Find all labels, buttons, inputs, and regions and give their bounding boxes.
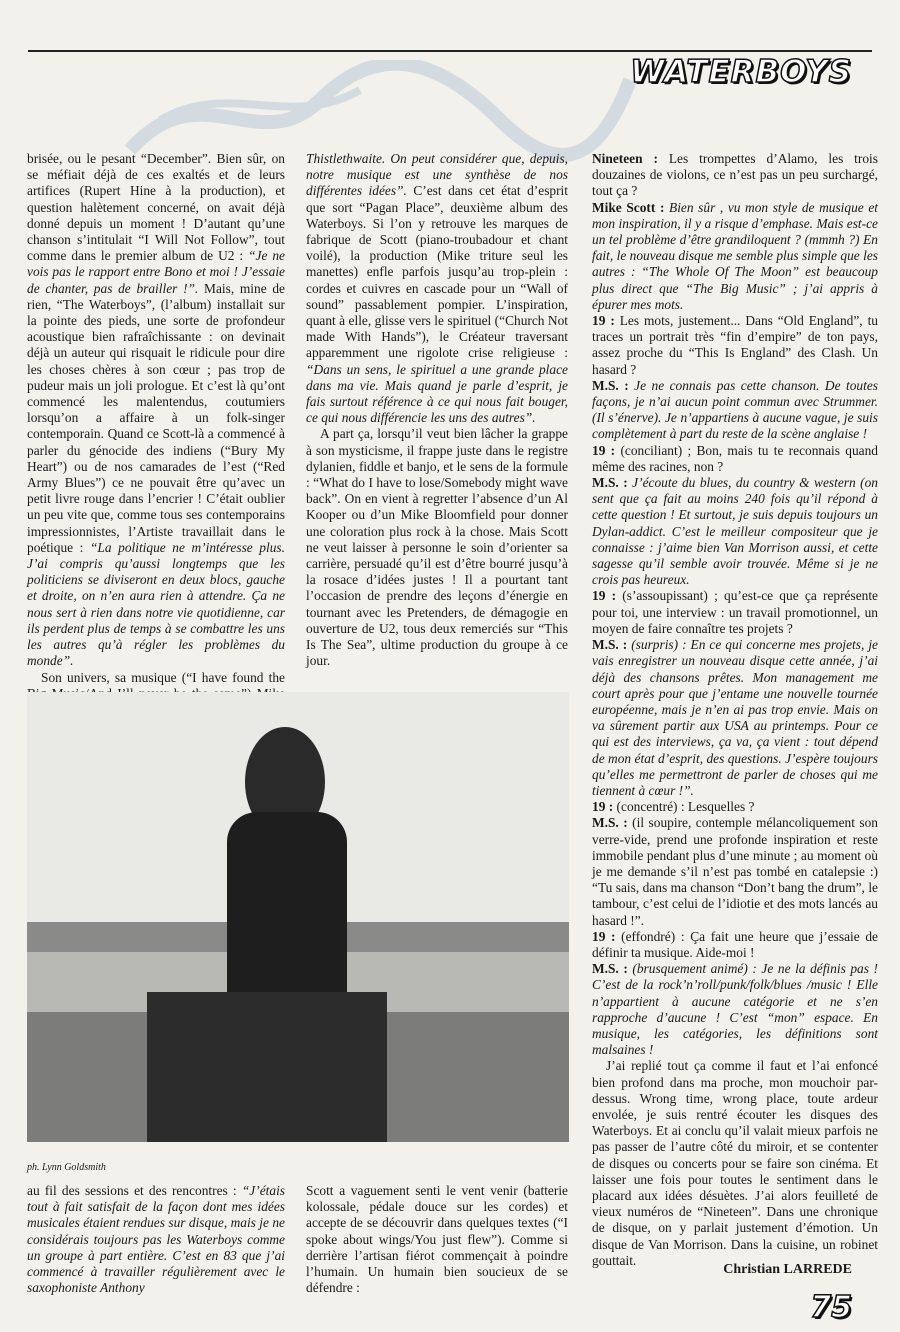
paragraph: au fil des sessions et des rencontres : “J’étais tout à fait satisfait de la façon dont mes idées musicales étaient rendues sur disque, mais je ne considérais toujours pas les Waterboys comme un groupe à part entière. C’est en 83 que j’ai commencé à travailler régulièrement avec le saxophoniste Anthony (27, 1183, 285, 1296)
page-number: 75 (810, 1290, 852, 1325)
qa: M.S. : (il soupire, contemple mélancoliquement son verre-vide, prend une profonde inspiration et reste immobile pendant plus d’une minute ; au moment où je me demande s’il n’est pas tombé en catalepsie :) “Tu sais, dans ma chanson “Don’t bang the drum”, le tambour, c’est celui de l’idiotie et des mots lancés au hasard !”. (592, 815, 879, 928)
paragraph: Son univers, sa musique (“I have found the (41, 669, 285, 685)
quote: “Dans un sens, le spirituel a une grande place dans ma vie. Mais quand je parle d’esprit, je fais surtout référence à ce qui nous fait bouger, ce qui nous différencie les uns des autres”. (306, 361, 568, 426)
text: brisée, ou le pesant “December”. Bien sûr, on se méfiait déjà de ces exaltés et de leurs artifices (Rupert Hine à la production), et question halètement concerné, on avait déjà donné depuis un moment ! D’autant qu’une chanson s’intitulait “I Will Not Follow”, tout comme dans le premier album de U2 : (27, 151, 285, 264)
qa: 19 : (effondré) : Ça fait une heure que j’essaie de définir ta musique. Aide-moi ! (592, 928, 878, 960)
paragraph (306, 151, 568, 426)
column-4 (27, 1183, 285, 1296)
text: Mais, mine de rien, “The Waterboys”, (l’album) installait sur la pointe des pieds, une sorte de profondeur acoustique bien rafraîchissante : on devinait déjà un auteur qui risquait le ridicule pour dire les choses chères à son cœur ; pas trop de pudeur mais un joli prologue. Et c’est là qu’ont commencé les malentendus, coutumiers lorsqu’on a affaire à un folk-singer contemporain. Quand ce Scott-là a commencé à parler du génocide des indiens (“Bury My Heart”) ou de nos camarades de l’est (“Red Army Blues”) ce ne pouvait être qu’avec un petit livre rouge dans l’encrier ! C’était oublier un peu vite que, comme tous ses contemporains impressionnistes, l’Artiste travaillait dans le poétique : (27, 280, 285, 555)
quote: “Je ne vois pas le rapport entre Bono et moi ! J’essaie de chanter, pas de brailler !”. (27, 248, 285, 296)
quote: Thistlethwaite. On peut considérer que, depuis, notre musique est une synthèse de nos différentes idées”. (306, 151, 568, 199)
qa: 19 : (concentré) : Lesquelles ? (592, 799, 755, 815)
qa: 19 : Les mots, justement... Dans “Old England”, tu traces un portrait très “fin d’empire” de ton pays, assez proche du “This Is England” des Clash. Un hasard ? (592, 313, 878, 377)
qa: M.S. : (brusquement animé) : Je ne la définis pas ! C’est de la rock’n’roll/punk/folk/blues /music ! Elle n’appartient à aucune catégorie et ne s’en rapproche d’aucune ! C’est “mon” espace. En musique, les catégories, les définitions sont malsaines ! (592, 961, 878, 1058)
column-2 (306, 151, 568, 670)
paragraph: J’ai replié tout ça comme il faut et l’ai enfoncé bien profond dans ma proche, mon mouchoir par-dessus. Wrong time, wrong place, toute ardeur envolée, je suis rentré écouter les disques des Waterboys. Et ai conclu qu’il valait mieux parfois ne pas passer de l’autre côté du miroir, et se contenter de disques ou concerts pour se faire son cinéma. Et laisser une fois pour toutes le sentiment dans le placard aux idées désuètes. J’ai alors feuilleté de vieux numéros de “Nineteen”. Dans une chronique de disque, on y parlait justement d’émotion. Un disque de Van Morrison. Dans la cuisine, un robinet gouttait. (592, 1058, 878, 1268)
column-5 (306, 1183, 568, 1296)
qa: M.S. : J’écoute du blues, du country & western (on sent que ça fait au moins 240 fois qu’il répond à cette question ! Et surtout, je suis depuis toujours un Dylan-addict. C’est le meilleur compositeur que je connaisse : j’aime bien Van Morrison aussi, et cette sagesse qu’il semble avoir trouvée. Même si je ne crois pas heureux. (592, 475, 878, 588)
qa: M.S. : (surpris) : En ce qui concerne mes projets, je vais enregistrer un nouveau disque cette année, j’ai déjà des chansons prêtes. Mon management me court après pour que j’entame une nouvelle tournée européenne, mais je n’en ai pas trop envie. Mais on va sûrement partir aux USA au printemps. Pour ce qui est des interviews, ça va, ça vient : tout dépend de mon état d’esprit, des questions. J’espère toujours qu’elles me permettront de parler de choses qui me tiennent à cœur !”. (592, 637, 878, 798)
paragraph: A part ça, lorsqu’il veut bien lâcher la grappe à son mysticisme, il frappe juste dans le registre dylanien, fiddle et banjo, et le sens de la formule : “What do I have to lose/Somebody might wave back”. On en vient à regretter l’absence d’un Al Kooper ou d’un Mike Bloomfield pour donner une coloration plus rock à la chose. Mais Scott ne veut laisser à personne le soin d’orienter sa carrière, persuadé qu’il est d’être bourré jusqu’à la rosace d’idées justes ! Il a pourtant tant l’occasion de prendre des leçons d’énergie en tournant avec les Pretenders, de démagogie en ouverture de U2, tous deux remerciés sur “This Is The Sea”, ultime production du groupe à ce jour. (306, 426, 568, 669)
paragraph: Scott a vaguement senti le vent venir (batterie kolossale, pédale douce sur les cordes) et accepte de se découvrir dans quelques textes (“I spoke about wings/You just flew”). Comme si derrière l’artisan fiérot commençait à poindre l’humain. Un humain bien soucieux de se défendre : (306, 1183, 568, 1296)
section-title: WATERBOYS (630, 54, 852, 90)
paragraph (27, 151, 285, 670)
photo-credit: ph. Lynn Goldsmith (27, 1162, 106, 1173)
column-3-interview (592, 151, 878, 1269)
qa: Mike Scott : Bien sûr , vu mon style de musique et mon inspiration, il y a risque d’emphase. Mais est-ce un tel problème d’être grandiloquent ? (mmmh ?) En fait, le nouveau disque me semble plus simple que les autres : “The Whole Of The Moon” est beaucoup plus direct que “The Big Music” ; j’ai appris à épurer mes mots. (592, 199, 878, 312)
author-signature: Christian LARREDE (723, 1262, 852, 1277)
photo-mike-scott (27, 692, 569, 1142)
qa: 19 : (s’assoupissant) ; qu’est-ce que ça représente pour toi, une interview : un travail promotionnel, un moyen de faire connaître tes projets ? (592, 588, 878, 636)
qa: Nineteen : Les trompettes d’Alamo, les trois douzaines de violons, ce n’est pas un peu surchargé, tout ça ? (592, 151, 878, 199)
qa: 19 : (conciliant) ; Bon, mais tu te reconnais quand même des racines, non ? (592, 442, 879, 474)
quote: “La politique ne m’intéresse plus. J’ai compris qu’aussi longtemps que les politiciens se diviseront en deux blocs, gauche et droite, on n’en aura rien à attendre. Ça ne nous sert à rien dans notre vie quotidienne, car ils perdent plus de temps à se combattre les uns les autres qu’à régler les problèmes du monde”. (27, 539, 285, 669)
header-rule (28, 50, 872, 52)
qa: M.S. : Je ne connais pas cette chanson. De toutes façons, je n’ai aucun point commun avec Strummer. (Il s’énerve). Je n’appartiens à aucune vague, je suis complètement à part du reste de la scène anglaise ! (592, 377, 878, 442)
text: C’est dans cet état d’esprit que sort “Pagan Place”, deuxième album des Waterboys. Si l’on y retrouve les marques de fabrique de Scott (piano-troubadour et chant voilé), la production (Mike triture seul les manettes) enfle parfois jusqu’au trop-plein : cordes et cuivres en cascade pour un “Wall of sound” passablement pompier. L’inspiration, quant à elle, glisse vers le spirituel (“Church Not made With Hands”), le Créateur traversant apparemment une rigolote crise religieuse : (306, 183, 568, 361)
column-1 (27, 151, 285, 718)
